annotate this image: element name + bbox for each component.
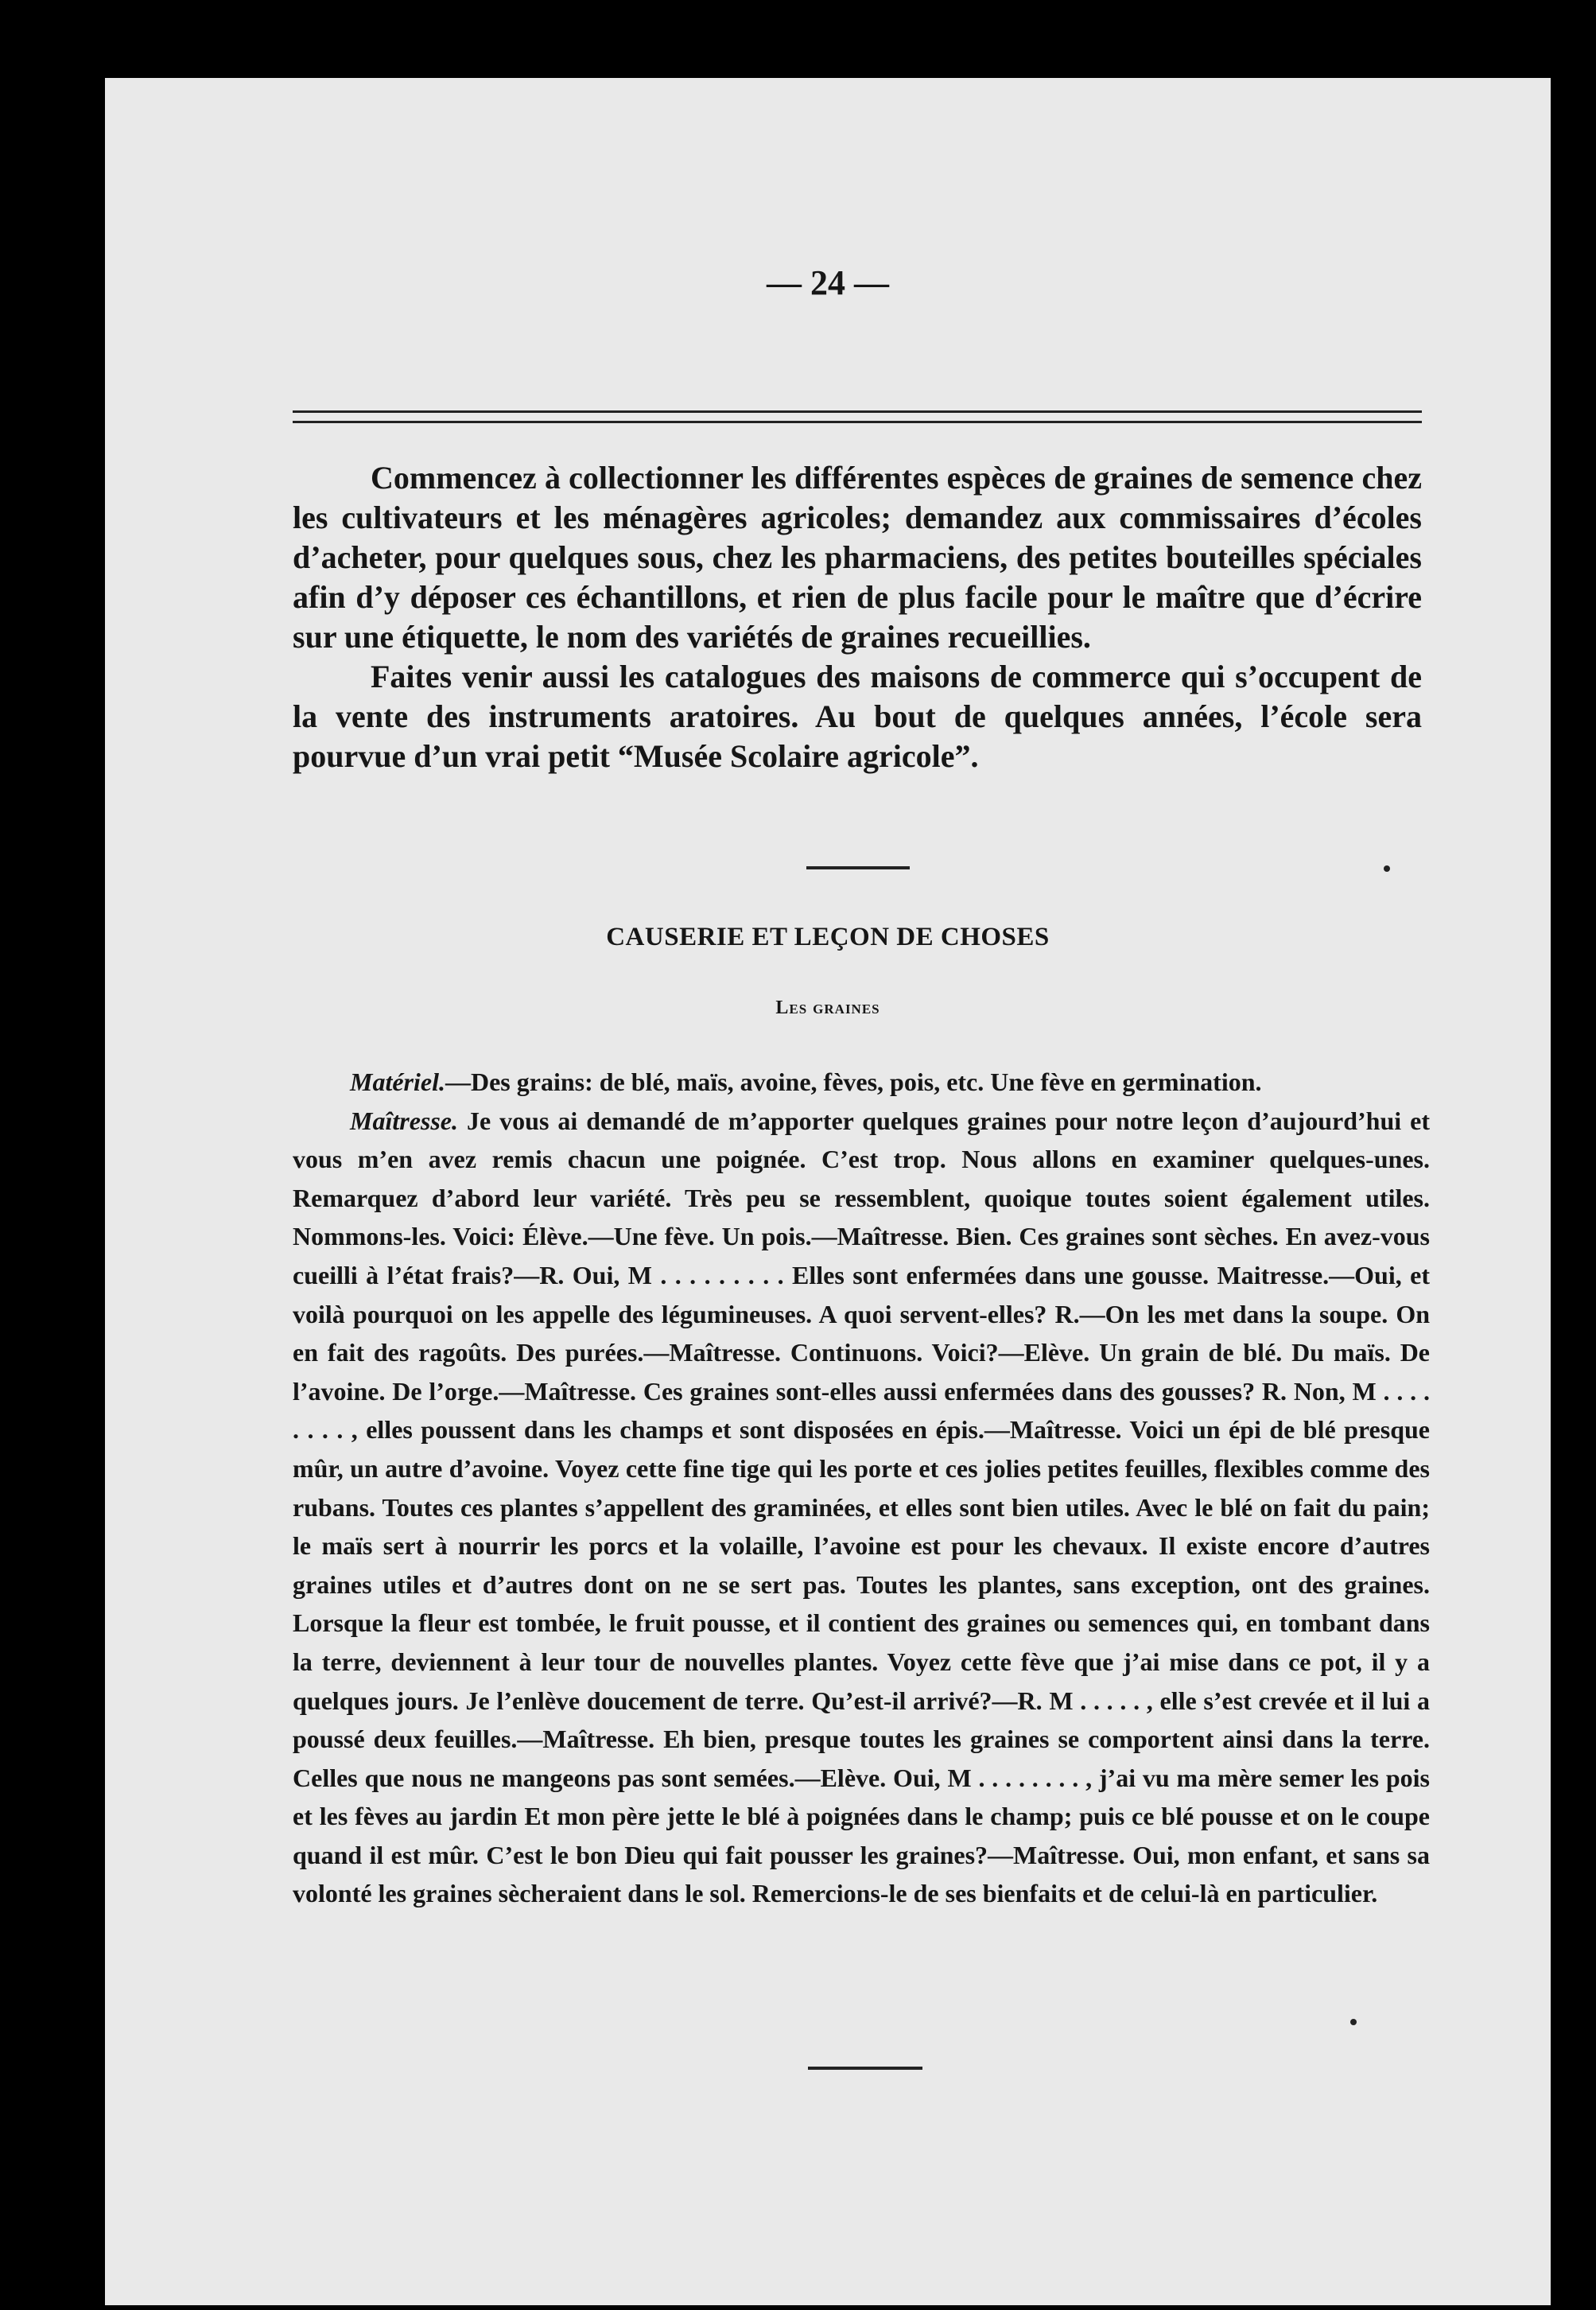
dialogue-text: Je vous ai demandé de m’apporter quelques graines pour notre leçon d’aujourd’hui et vous m’en avez remis chacun une poignée. C’est trop. Nous allons en examiner quelques-unes. Remarquez d’abord leur variété. Très peu se ressemblent, quoique toutes soient également utiles. Nommons-les. Voici: Élève.—Une fève. Un pois.—Maîtresse. Bien. Ces graines sont sèches. En avez-vous cueilli à l’état frais?—R. Oui, M . . . . . . . . . Elles sont enfermées dans une gousse. Maitresse.—Oui, et voilà pourquoi on les appelle des légumineuses. A quoi servent-elles? R.—On les met dans la soupe. On en fait des ragoûts. Des purées.—Maîtresse. Continuons. Voici?—Elève. Un grain de blé. Du maïs. De l’avoine. De l’orge.—Maîtresse. Ces graines sont-elles aussi enfermées dans des gousses? R. Non, M . . . . . . . . , elles poussent dans les champs et sont disposées en épis.—Maîtresse. Voici un épi de blé presque mûr, un autre d’avoine. Voyez cette fine tige qui les porte et ces jolies petites feuilles, flexibles comme des rubans. Toutes ces plantes s’appellent des graminées, et elles sont bien utiles. Avec le blé on fait du pain; le maïs sert à nourrir les porcs et la volaille, l’avoine est pour les chevaux. Il existe encore d’autres graines utiles et d’autres dont on ne se sert pas. Toutes les plantes, sans exception, ont des graines. Lorsque la fleur est tombée, le fruit pousse, et il contient des graines ou semences qui, en tombant dans la terre, deviennent à leur tour de nouvelles plantes. Voyez cette fève que j’ai mise dans ce pot, il y a quelques jours. Je l’enlève doucement de terre. Qu’est-il arrivé?—R. M . . . . . , elle s’est crevée et il lui a poussé deux feuilles.—Maîtresse. Eh bien, presque toutes les graines se comportent ainsi dans la terre. Celles que nous ne mangeons pas sont semées.—Elève. Oui, M . . . . . . . . , j’ai vu ma mère semer les pois et les fèves au jardin Et mon père jette le blé à poignées dans le champ; puis ce blé pousse et on le coupe quand il est mûr. C’est le bon Dieu qui fait pousser les graines?—Maîtresse. Oui, mon enfant, et sans sa volonté les graines sècheraient dans le sol. Remercions-le de ses bienfaits et de celui-là en particulier.: [293, 1106, 1430, 1908]
lesson-paragraph-material: [293, 1063, 1430, 1102]
intro-paragraph: Faites venir aussi les catalogues des maisons de commerce qui s’occupent de la vente des instruments aratoires. Au bout de quelques années, l’école sera pourvue d’un vrai petit “Musée Scolaire agricole”.: [293, 659, 1422, 774]
section-subtitle: Les graines: [775, 998, 880, 1018]
lesson-paragraph-dialogue: [293, 1102, 1430, 1913]
section-divider: [806, 866, 910, 869]
material-label: Matériel.: [350, 1068, 445, 1096]
teacher-label: Maîtresse.: [350, 1106, 458, 1135]
section-title: CAUSERIE ET LEÇON DE CHOSES: [606, 923, 1050, 951]
material-text: —Des grains: de blé, maïs, avoine, fèves, pois, etc. Une fève en germination.: [445, 1068, 1262, 1096]
header-double-rule: [293, 410, 1422, 423]
ink-speck: [1384, 865, 1390, 872]
end-divider: [808, 2067, 922, 2070]
intro-text: [293, 458, 1422, 776]
ink-speck: [1350, 2019, 1357, 2025]
intro-paragraph: Commencez à collectionner les différentes espèces de graines de semence chez les cultivateurs et les ménagères agricoles; demandez aux commissaires d’écoles d’acheter, pour quelques sous, chez les pharmaciens, des petites bouteilles spéciales afin d’y déposer ces échantillons, et rien de plus facile pour le maître que d’écrire sur une étiquette, le nom des variétés de graines recueillies.: [293, 460, 1422, 655]
page-number: — 24 —: [767, 263, 889, 302]
lesson-text: [293, 1063, 1430, 1913]
document-page: [105, 78, 1551, 2305]
